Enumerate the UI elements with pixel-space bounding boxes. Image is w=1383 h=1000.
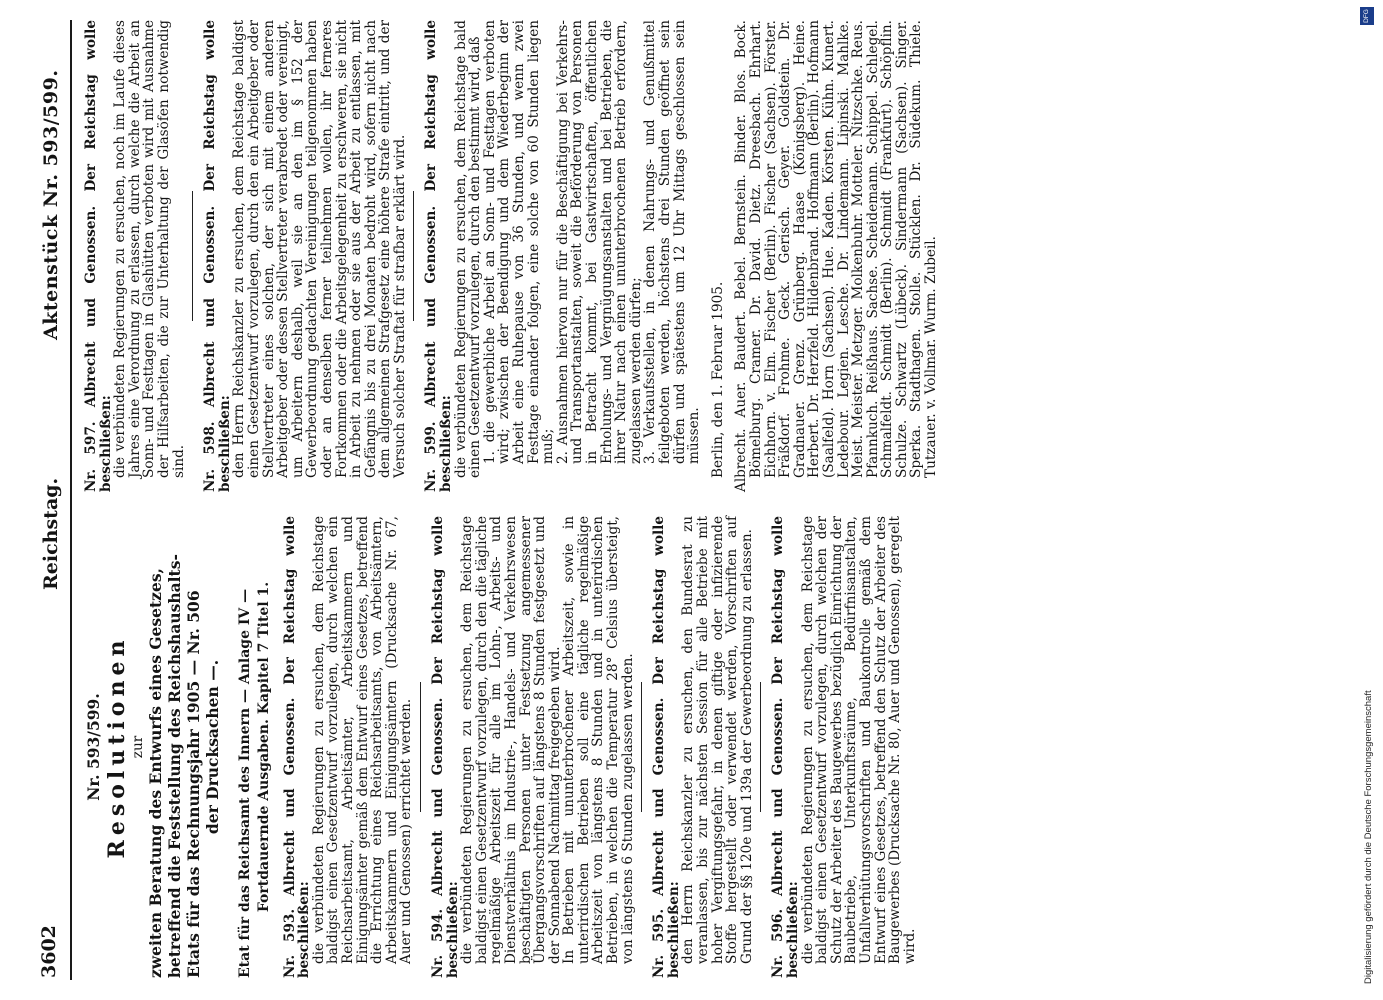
intro-line: Etats für das Rechnungsjahr 1905 — Nr. 506	[183, 590, 203, 978]
separator	[420, 682, 421, 812]
separator	[192, 191, 193, 321]
header-title: Reichstag.	[40, 477, 62, 590]
dfg-logo: DFG	[1360, 7, 1374, 25]
page-number: 3602	[38, 925, 60, 978]
resolution-594-body-2: In Betrieben mit ununterbrochener Arbeitszeit, sowie in unterirdischen Betrieben soll eine tägliche regelmäßige Arbeitszeit von längstens 8 Stunden und in unterirdischen Betrieben, in welchen die Temperatur 28° Celsius übersteigt, von längstens 6 Stunden zugelassen werden.	[561, 516, 636, 964]
etat-line: Fortdauernde Ausgaben. Kapitel 7 Titel 1.	[255, 581, 272, 913]
resolution-number-title: Nr. 593/599.	[84, 693, 103, 801]
separator	[641, 682, 642, 812]
resolution-595-body: den Herrn Reichskanzler zu ersuchen, den Bundesrat zu veranlassen, bis zur nächsten Session für alle Betriebe mit hoher Vergiftungsgefahr, in denen giftige oder infizierende Stoffe hergestellt oder verwendet werden, Vorschriften auf Grund der §§ 120e und 139a der Gewerbeordnung zu erlassen.	[680, 516, 755, 964]
resolution-599-heading: Nr. 599. Albrecht und Genossen. Der Reichstag wolle beschließen:	[423, 20, 455, 492]
resolution-599-item: 3. Verkaufsstellen, in denen Nahrungs- und Genußmittel feilgeboten werden, höchstens drei Stunden geöffnet sein dürfen und spätestens um 12 Uhr Mittags geschlossen sein müssen.	[642, 20, 703, 464]
etat-line: Etat für das Reichsamt des Innern — Anlage IV —	[236, 588, 253, 978]
resolution-598-heading: Nr. 598. Albrecht und Genossen. Der Reichstag wolle beschließen:	[202, 20, 233, 492]
resolution-599-item: 1. die gewerbliche Arbeit an Sonn- und Festtagen verboten wird; zwischen der Beendigung und dem Wiederbeginn der Arbeit eine Ruhepause von 36 Stunden, und wenn zwei Festtage einander folgen, eine solche von 60 Stunden liegen muß;	[481, 20, 557, 464]
intro-line: betreffend die Feststellung des Reichshaushalts-	[164, 554, 184, 978]
resolution-598-body: den Herrn Reichskanzler zu ersuchen, dem Reichstage baldigst einen Gesetzentwurf vorzulegen, durch den ein Arbeitgeber oder Stellvertreter eines solchen, der sich mit einem anderen Arbeitgeber oder dessen Stellvertreter verabredet oder vereinigt, um Arbeitern deshalb, weil sie an den im § 152 der Gewerbeordnung gedachten Vereinigungen teilgenommen haben oder an denselben ferner teilnehmen wollen, ihr ferneres Fortkommen oder die Arbeitsgelegenheit zu erschweren, sie nicht in Arbeit zu nehmen oder sie aus der Arbeit zu entlassen, mit Gefängnis bis zu drei Monaten bedroht wird, sofern nicht nach dem allgemeinen Strafgesetz eine höhere Strafe eintritt, und der Versuch solcher Straftat für strafbar erklärt wird.	[231, 20, 408, 478]
resolution-595-heading: Nr. 595. Albrecht und Genossen. Der Reichstag wolle beschließen:	[651, 516, 682, 978]
resolution-594-heading: Nr. 594. Albrecht und Genossen. Der Reichstag wolle beschließen:	[429, 516, 461, 978]
resolution-597-heading: Nr. 597. Albrecht und Genossen. Der Reichstag wolle beschließen:	[83, 20, 114, 492]
resolution-597-body: die verbündeten Regierungen zu ersuchen, noch im Laufe dieses Jahres eine Verordnung zu erlassen, durch welche die Arbeit an Sonn- und Festtagen in Glashütten verboten wird mit Ausnahme der Hilfsarbeiten, die zur Unterhaltung der Glasöfen notwendig sind.	[112, 20, 187, 478]
intro-line: der Drucksachen —.	[202, 659, 222, 835]
resolution-596-heading: Nr. 596. Albrecht und Genossen. Der Reichstag wolle beschließen:	[770, 516, 801, 978]
date-line: Berlin, den 1. Februar 1905.	[709, 281, 726, 478]
resolutions-title: Resolutionen	[104, 635, 130, 859]
digitization-footer	[1360, 0, 1378, 1000]
signatories: Albrecht. Auer. Baudert. Bebel. Bernstein. Binder. Blos. Bock. Bömelburg. Cramer. Dr. David. Dietz. Dreesbach. Ehrhart. Eichhorn. v. Elm. Fischer (Berlin). Fischer (Sachsen). Förster. Fräßdorf. Frohme. Geck. Gerisch. Geyer. Goldstein. Dr. Gradnauer. Grenz. Grünberg. Haase (Königsberg). Heine. Herbert. Dr. Herzfeld. Hildenbrand. Hoffmann (Berlin). Hofmann (Saalfeld). Horn (Sachsen). Hue. Kaden. Körsten. Kühn. Kunert. Ledebour. Legien. Lesche. Dr. Lindemann. Lipinski. Mahlke. Meist. Meister. Metzger. Molkenbuhr. Motteler. Nitzschke. Reus. Pfannkuch. Reißhaus. Sachse. Scheidemann. Schippel. Schlegel. Schmalfeldt. Schmidt (Berlin). Schmidt (Frankfurt). Schöpflin. Schulze. Schwartz (Lübeck). Sindermann (Sachsen). Singer. Sperka. Stadthagen. Stolle. Stücklen. Dr. Südekum. Thiele. Tutzauer. v. Vollmar. Wurm. Zubeil.	[733, 20, 940, 492]
resolution-594-body: die verbündeten Regierungen zu ersuchen, dem Reichstage baldigst einen Gesetzentwurf vorzulegen, durch den die tägliche regelmäßige Arbeitszeit für alle im Lohn-, Arbeits- und Dienstverhältnis im Industrie-, Handels- und Verkehrswesen beschäftigten Personen unter Festsetzung angemessener Übergangsvorschriften auf längstens 8 Stunden festgesetzt und der Sonnabend Nachmittag freigegeben wird.	[459, 516, 563, 964]
header-document-number: Aktenstück Nr. 593/599.	[40, 69, 62, 340]
header-rule	[70, 20, 72, 980]
resolution-599-body: die verbündeten Regierungen zu ersuchen, dem Reichstage bald einen Gesetzentwurf vorzulegen, durch den bestimmt wird, daß	[452, 20, 484, 478]
intro-line: zweiten Beratung des Entwurfs eines Gesetzes,	[145, 568, 165, 978]
right-column	[84, 20, 939, 492]
page-header	[0, 0, 68, 1000]
resolution-599-item: 2. Ausnahmen hiervon nur für die Beschäftigung bei Verkehrs- und Transportanstalten, soweit die Beförderung von Personen in Betracht kommt, bei Gastwirtschaften, öffentlichen Erholungs- und Vergnügungsanstalten und bei Betrieben, die ihrer Natur nach einen ununterbrochenen Betrieb erfordern, zugelassen werden dürfen;	[554, 20, 644, 464]
resolution-596-body: die verbündeten Regierungen zu ersuchen, dem Reichstage baldigst einen Gesetzentwurf vorzulegen, durch welchen der Schutz der Arbeiter des Baugewerbes bezüglich Einrichtung der Baubetriebe, Unterkunftsräume, Bedürfnisanstalten, Unfallverhütungsvorschriften und Baukontrolle gemäß dem Entwurf eines Gesetzes, betreffend den Schutz der Arbeiter des Baugewerbes (Drucksache Nr. 80, Auer und Genossen), geregelt wird.	[799, 516, 918, 964]
left-column	[84, 516, 917, 978]
resolution-593-body: die verbündeten Regierungen zu ersuchen, dem Reichstage baldigst einen Gesetzentwurf vorzulegen, durch welchen ein Reichsarbeitsamt, Arbeitsämter, Arbeitskammern und Einigungsämter gemäß dem Entwurf eines Gesetzes, betreffend die Errichtung eines Reichsarbeitsamts, von Arbeitsämtern, Arbeitskammern und Einigungsämtern (Drucksache Nr. 67, Auer und Genossen) errichtet werden.	[310, 516, 415, 964]
footer-text: Digitalisierung gefördert durch die Deutsche Forschungsgemeinschaft	[1363, 690, 1374, 984]
separator	[413, 191, 414, 321]
zur-text: zur	[130, 735, 146, 759]
separator	[760, 682, 761, 812]
resolution-593-heading: Nr. 593. Albrecht und Genossen. Der Reichstag wolle beschließen:	[281, 516, 313, 978]
